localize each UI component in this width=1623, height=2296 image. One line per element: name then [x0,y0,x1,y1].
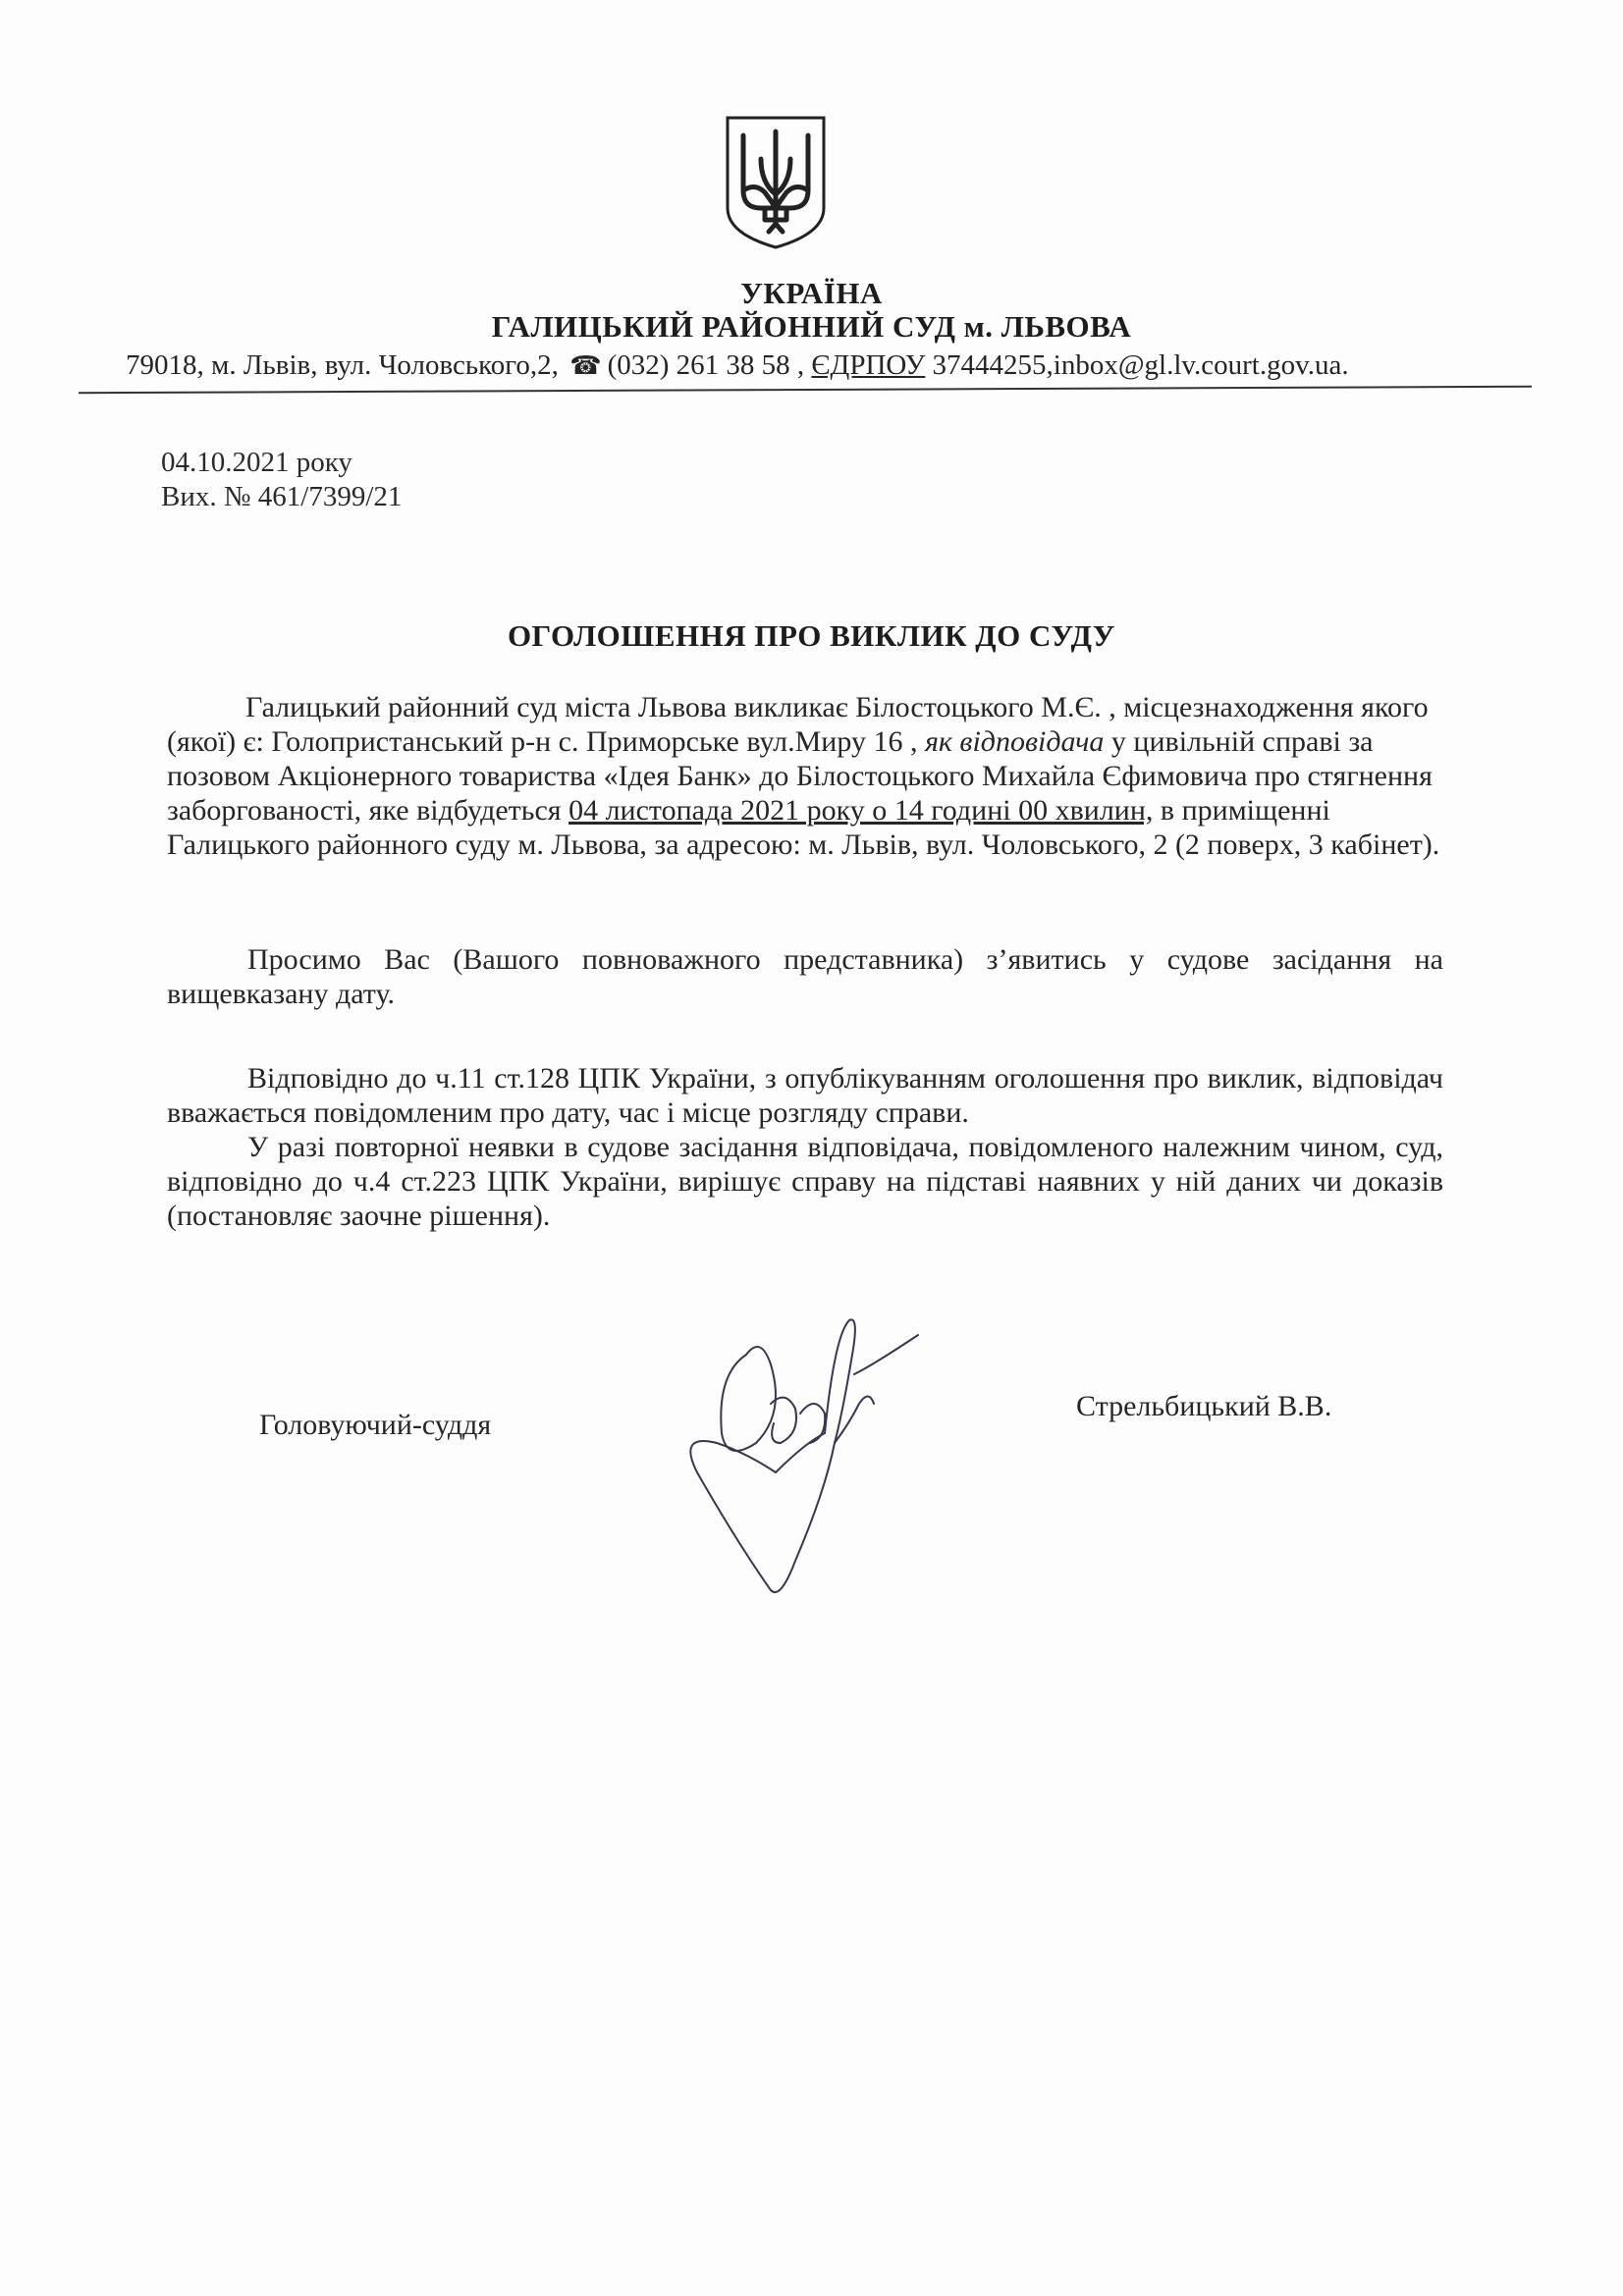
summons-text-a: Галицький районний суд міста Львова викликає Білостоцького М.Є. , місцезнаходження якого (якої) є: Голопристанський р-н с. Приморське вул.Миру 16 , [167,691,1429,758]
notice-title: ОГОЛОШЕННЯ ПРО ВИКЛИК ДО СУДУ [507,618,1116,653]
outgoing-number: Вих. № 461/7399/21 [161,481,403,512]
court-heading: ГАЛИЦЬКИЙ РАЙОННИЙ СУД м. ЛЬВОВА [491,309,1132,344]
request-text: Просимо Вас (Вашого повноважного представника) з’явитись у судове засідання на вищевказану дату. [167,943,1443,1010]
summons-role: як відповідача [924,725,1105,758]
edrpou-label: ЄДРПОУ [811,349,926,381]
country-heading: УКРАЇНА [740,276,883,310]
paragraph-request [167,942,1443,1011]
legal-basis-text: Відповідно до ч.11 ст.128 ЦПК України, з опублікуванням оголошення про виклик, відповідач вважається повідомленим про дату, час і місце розгляду справи. [167,1062,1443,1129]
paragraph-summons [167,690,1443,862]
judge-role: Головуючий-суддя [259,1409,492,1441]
judge-name: Стрельбицький В.В. [1076,1390,1332,1422]
summons-text-c: в приміщенні Галицького районного суду м. Львова, за адресою: м. Львів, вул. Чоловського, 2 (2 поверх, 3 кабінет). [167,794,1440,861]
paragraph-legal-basis [167,1061,1443,1130]
court-address: 79018, м. Львів, вул. Чоловського,2, [126,349,559,381]
header-divider [79,386,1532,394]
phone-icon: ☎ [569,351,602,380]
summons-text-b: у цивільній справі за позовом Акціонерного товариства «Ідея Банк» до Білостоцького Михайла Єфимовича про стягнення заборгованості, яке відбудеться [167,725,1433,827]
handwritten-signature [677,1296,943,1620]
default-judgment-text: У разі повторної неявки в судове засідання відповідача, повідомленого належним чином, суд, відповідно до ч.4 ст.223 ЦПК України, вирішує справу на підставі наявних у ній даних чи доказів (постановляє заочне рішення). [167,1131,1443,1232]
court-phone: (032) 261 38 58 , [607,349,805,381]
paragraph-default-judgment [167,1130,1443,1233]
document-date: 04.10.2021 року [161,447,352,478]
court-contact-line [126,349,1540,382]
edrpou-email: 37444255,inbox@gl.lv.court.gov.ua. [932,349,1349,381]
hearing-datetime: 04 листопада 2021 року о 14 годині 00 хвилин, [568,794,1154,827]
trident-emblem-icon [722,114,830,251]
